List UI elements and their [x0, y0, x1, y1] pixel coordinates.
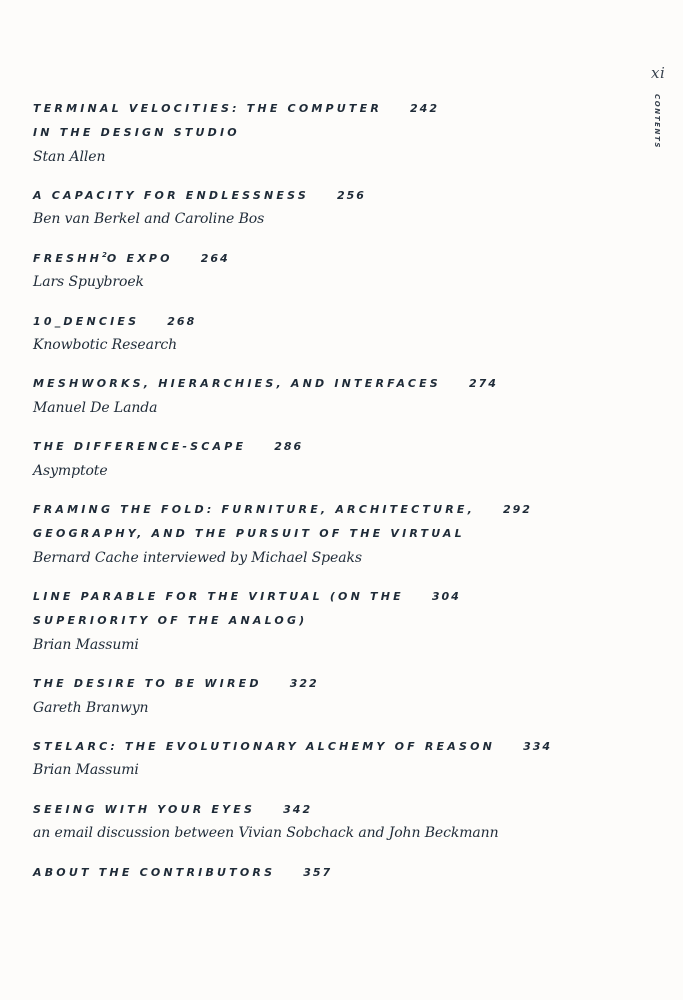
toc-entry[interactable] — [33, 797, 633, 845]
entry-author: Ben van Berkel and Caroline Bos — [33, 211, 265, 228]
entry-page-number: 268 — [167, 314, 197, 328]
entry-title: 10_DENCIES — [33, 314, 140, 328]
superscript-two: 2 — [102, 250, 107, 259]
toc-entry[interactable] — [33, 860, 633, 884]
entry-title: STELARC: THE EVOLUTIONARY ALCHEMY OF REASON — [33, 740, 496, 754]
entry-page-number: 304 — [431, 590, 461, 604]
entry-title: THE DIFFERENCE-SCAPE — [33, 440, 247, 454]
entry-page-number: 242 — [410, 102, 439, 115]
entry-page-number: 264 — [200, 251, 230, 265]
entry-title: FRESHH$^2$O EXPO — [33, 250, 173, 265]
entry-page-number: 357 — [303, 865, 333, 879]
entry-title: FRAMING THE FOLD: FURNITURE, ARCHITECTURE, — [33, 503, 475, 517]
entry-page-number: 274 — [468, 377, 498, 391]
entry-title: LINE PARABLE FOR THE VIRTUAL (ON THE — [33, 590, 404, 604]
entry-author: Gareth Branwyn — [33, 699, 149, 716]
entry-author: Bernard Cache interviewed by Michael Speaks — [33, 549, 362, 566]
entry-title: SEEING WITH YOUR EYES — [33, 802, 256, 816]
entry-page-number: 334 — [523, 740, 553, 754]
entry-title-continued: SUPERIORITY OF THE ANALOG) — [33, 614, 308, 628]
toc-entry[interactable] — [33, 497, 633, 570]
entry-author: Brian Massumi — [33, 636, 139, 653]
toc-entry[interactable] — [33, 671, 633, 719]
entry-page-number: 342 — [283, 802, 313, 816]
entry-page-number: 286 — [274, 440, 304, 454]
toc-entry[interactable] — [33, 246, 633, 294]
toc-entry[interactable] — [33, 434, 633, 482]
toc-entry[interactable] — [33, 309, 633, 357]
running-head: CONTENTS — [653, 94, 661, 149]
entry-author: Stan Allen — [33, 148, 106, 165]
entry-page-number: 322 — [289, 677, 319, 691]
entry-title: THE DESIRE TO BE WIRED — [33, 677, 262, 691]
entry-author: Brian Massumi — [33, 762, 139, 779]
entry-title-continued: GEOGRAPHY, AND THE PURSUIT OF THE VIRTUAL — [33, 527, 465, 541]
entry-title: A CAPACITY FOR ENDLESSNESS — [33, 189, 309, 203]
entry-author: Lars Spuybroek — [33, 274, 144, 291]
page-folio: xi — [651, 64, 666, 82]
entry-author: an email discussion between Vivian Sobchack and John Beckmann — [33, 825, 499, 842]
entry-author: Asymptote — [33, 462, 108, 479]
toc-entry[interactable] — [33, 734, 633, 782]
entry-title: ABOUT THE CONTRIBUTORS — [33, 865, 276, 879]
table-of-contents — [33, 96, 633, 898]
toc-entry[interactable] — [33, 584, 633, 657]
toc-entry[interactable] — [33, 371, 633, 419]
entry-page-number: 256 — [337, 189, 366, 203]
entry-title-continued: IN THE DESIGN STUDIO — [33, 126, 240, 140]
entry-author: Manuel De Landa — [33, 399, 158, 416]
entry-page-number: 292 — [502, 503, 532, 517]
toc-entry[interactable] — [33, 183, 633, 231]
toc-entry[interactable] — [33, 96, 633, 169]
entry-author: Knowbotic Research — [33, 336, 178, 353]
entry-title: MESHWORKS, HIERARCHIES, AND INTERFACES — [33, 377, 441, 391]
entry-title: TERMINAL VELOCITIES: THE COMPUTER — [33, 102, 383, 115]
